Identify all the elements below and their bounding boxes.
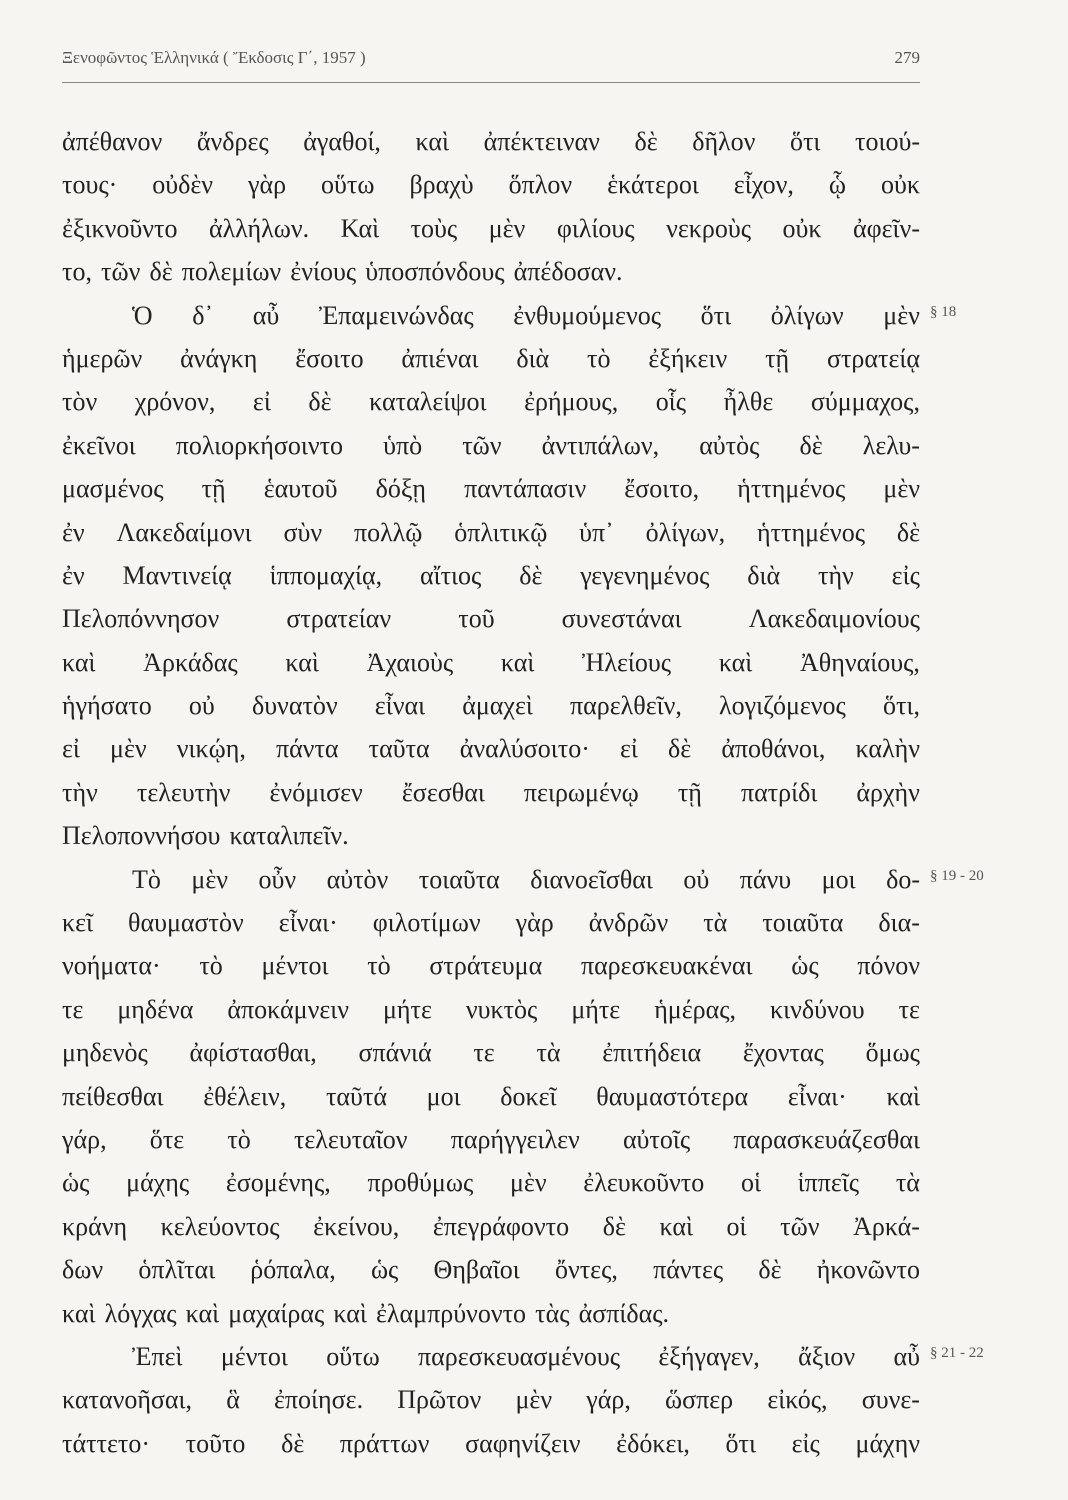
word: πειρωμένῳ (523, 777, 639, 807)
word: ἀποθάνοι, (721, 734, 826, 764)
word: κράνη (62, 1211, 128, 1241)
word: ἐλαμπρύνοντο (376, 1298, 527, 1328)
word: ἀνάγκη (180, 343, 258, 373)
word: οὖν (258, 864, 297, 894)
word: μήτε (571, 994, 621, 1024)
word: διανοεῖσθαι (530, 864, 653, 894)
word: τοιού- (855, 127, 920, 156)
word: διὰ (747, 560, 781, 590)
word: τὰ (536, 1038, 561, 1068)
word: Τὸ (132, 864, 161, 894)
word: κελεύοντος (160, 1211, 280, 1241)
text-line (62, 1335, 920, 1378)
word: δὲ (281, 1428, 305, 1458)
word: παρήγγειλεν (450, 1124, 580, 1154)
word: τῇ (201, 474, 226, 504)
text-line (62, 294, 920, 337)
running-header (62, 48, 920, 68)
word: τῇ (765, 343, 790, 373)
word: ὅτι (700, 300, 732, 330)
word: Ἐπαμεινώνδας (318, 300, 474, 330)
word: καὶ (333, 1298, 367, 1328)
word: μηδενὸς (62, 1038, 148, 1068)
word: ἐσομένης, (225, 1168, 331, 1198)
word: Ἀθηναίους, (800, 647, 920, 677)
word: θαυμαστὸν (128, 908, 244, 938)
word: ἀναλύσοιτο· (459, 734, 590, 764)
word: Ἠλείους (582, 647, 672, 677)
word: μὲν (509, 1168, 547, 1198)
word: δόξῃ (375, 474, 427, 504)
word: ἡγήσατο (62, 691, 152, 721)
word: δὲ (634, 127, 658, 156)
word: αὐτοῖς (622, 1124, 691, 1154)
word: γεγενημένος (580, 560, 710, 590)
word: δὲ (668, 734, 692, 764)
word: εἶναι· (787, 1081, 847, 1111)
word: ἐθέλειν, (203, 1081, 287, 1111)
word: τὸν (62, 387, 98, 417)
word: Λακεδαιμονίους (748, 604, 920, 634)
word: λογιζόμενος (719, 691, 846, 721)
word: παρεσκευακέναι (580, 951, 753, 981)
word: καὶ (415, 127, 450, 156)
word: ὀλίγων (770, 300, 844, 330)
word: τοιαῦτα (762, 908, 844, 938)
word: καὶ (659, 1211, 693, 1241)
word: μάχης (126, 1168, 190, 1198)
word: μὲν (191, 864, 228, 894)
word: πάνυ (739, 864, 792, 894)
header-rule (62, 82, 920, 83)
text-line (62, 1205, 920, 1248)
word: ἐξικνοῦντο (62, 213, 178, 243)
word: δὲ (519, 560, 543, 590)
word: σπάνιά (358, 1038, 432, 1068)
text-line (62, 163, 920, 206)
word: δων (62, 1255, 104, 1285)
word: παρελθεῖν, (570, 691, 682, 721)
word: ὑπ᾽ (579, 517, 614, 547)
text-line (62, 597, 920, 640)
word: τε (898, 994, 920, 1024)
word: καταλιπεῖν. (229, 821, 349, 851)
word: ὄντες, (554, 1255, 618, 1285)
word: ἐπεγράφοντο (432, 1211, 570, 1241)
word: δοκεῖ (500, 1081, 557, 1111)
word: τε (62, 994, 84, 1024)
word: ἐλευκοῦντο (583, 1168, 705, 1198)
word: τῶν (780, 1211, 820, 1241)
word: ἑαυτοῦ (263, 474, 338, 504)
word: ἀρχὴν (856, 777, 920, 807)
word: ἀπέδοσαν. (513, 257, 623, 287)
word: τελευταῖον (293, 1124, 408, 1154)
word: Ἀχαιοὺς (366, 647, 454, 677)
word: μασμένος (62, 474, 164, 504)
word: νυκτὸς (465, 994, 538, 1024)
word: ἔχοντας (742, 1038, 824, 1068)
word: μαχαίρας (228, 1298, 325, 1328)
word: τὰ (895, 1168, 920, 1198)
word: οὐκ (880, 170, 920, 200)
word: τὸ (587, 343, 611, 373)
word: ἔσοιτο (295, 343, 364, 373)
word: μήτε (382, 994, 432, 1024)
word: ἡττημένος (737, 474, 846, 504)
word: νικῴη, (176, 734, 246, 764)
word: το, (62, 257, 92, 287)
section-marker: § 18 (930, 303, 957, 320)
text-line (62, 1075, 920, 1118)
word: αὖ (252, 300, 280, 330)
word: ἀφίστασθαι, (189, 1038, 317, 1068)
word: εἰς (791, 1428, 820, 1458)
word: τὴν (818, 560, 854, 590)
word: Πελοπόννησον (62, 604, 220, 634)
word: τὸ (199, 951, 223, 981)
word: ἀνδρῶν (588, 908, 669, 938)
word: καλὴν (855, 734, 920, 764)
word: πόνον (857, 951, 920, 981)
word: καὶ (62, 647, 96, 677)
word: ἐξήκειν (648, 343, 728, 373)
word: ἑκάτεροι (607, 170, 699, 200)
word: λόγχας (104, 1298, 177, 1328)
word: μηδένα (117, 994, 194, 1024)
word: μὲν (883, 474, 920, 504)
word: διὰ (516, 343, 550, 373)
word: ταῦτα (368, 734, 430, 764)
word: τοῦ (458, 604, 495, 634)
word: ἱππεῖς (797, 1168, 860, 1198)
word: ἦλθε (723, 387, 774, 417)
word: τάττετο· (62, 1428, 150, 1458)
text-line (62, 1422, 920, 1465)
word: ἀσπίδας. (578, 1298, 670, 1328)
word: τῇ (677, 777, 702, 807)
section-marker: § 21 - 22 (930, 1345, 984, 1362)
word: εἰ (62, 734, 80, 764)
word: ἡττημένος (756, 517, 865, 547)
word: γὰρ (248, 170, 287, 200)
text-line (62, 641, 920, 684)
word: οἷς (655, 387, 687, 417)
word: τὰ (703, 908, 728, 938)
word: ὑποσπόνδους (365, 257, 505, 287)
word: καταλείψοι (369, 387, 487, 417)
word: στρατείᾳ (826, 343, 920, 373)
word: τε (473, 1038, 495, 1068)
word: γάρ, (586, 1385, 631, 1415)
word: αἴτιος (419, 560, 482, 590)
word: ἐκείνου, (313, 1211, 400, 1241)
word: οὐδὲν (152, 170, 214, 200)
word: τοιαῦτα (418, 864, 500, 894)
word: ὅτι (789, 127, 821, 156)
word: αὖ (893, 1341, 920, 1371)
word: πάντες (653, 1255, 724, 1285)
word: ὅπλον (508, 170, 573, 200)
word: δυνατὸν (251, 691, 338, 721)
word: μὲν (110, 734, 147, 764)
word: προθύμως (367, 1168, 474, 1198)
text-line (62, 1161, 920, 1204)
word: Πελοποννήσου (62, 821, 221, 851)
word: σὺν (283, 517, 323, 547)
text-line (62, 858, 920, 901)
word: χρόνον, (134, 387, 216, 417)
word: τους· (62, 170, 118, 200)
text-line (62, 1378, 920, 1421)
word: κατανοῆσαι, (62, 1385, 193, 1415)
word: ὀλίγων, (645, 517, 726, 547)
text-line (62, 771, 920, 814)
word: Πρῶτον (397, 1385, 482, 1415)
text-line (62, 467, 920, 510)
word: οὐ (188, 691, 215, 721)
word: εἶναι· (278, 908, 338, 938)
text-line (62, 380, 920, 423)
word: στρατείαν (286, 604, 392, 634)
text-line (62, 120, 920, 163)
word: εἰ (620, 734, 638, 764)
word: ἔσοιτο, (624, 474, 700, 504)
word: οἱ (726, 1211, 747, 1241)
word: δὲ (149, 257, 173, 287)
word: Ἀρκάδας (143, 647, 238, 677)
word: μέντοι (220, 1341, 288, 1371)
text-line (62, 727, 920, 770)
word: δὲ (758, 1255, 782, 1285)
word: δ᾽ (192, 300, 214, 330)
word: ἐποίησε. (274, 1385, 364, 1415)
word: πατρίδι (740, 777, 818, 807)
running-header-title: Ξενοφῶντος Ἑλληνικά ( Ἔκδοσις Γ΄, 1957 ) (62, 48, 366, 67)
word: ἠκονῶντο (816, 1255, 920, 1285)
text-line (62, 1248, 920, 1291)
word: δο- (886, 864, 920, 894)
word: ἀπιέναι (401, 343, 479, 373)
text-line (62, 1118, 920, 1161)
word: πάντα (275, 734, 339, 764)
word: καὶ (185, 1298, 220, 1328)
word: ῥόπαλα, (250, 1255, 336, 1285)
word: δὲ (896, 517, 920, 547)
word: ἐρήμους, (524, 387, 619, 417)
word: οὐκ (782, 213, 822, 243)
word: πολλῷ (353, 517, 423, 547)
word: Λακεδαίμονι (116, 517, 252, 547)
word: συνε- (861, 1385, 920, 1415)
word: πολεμίων (181, 257, 282, 287)
word: ὡς (791, 951, 819, 981)
word: ἀμαχεὶ (462, 691, 533, 721)
word: γάρ, (62, 1124, 107, 1154)
word: ὡς (62, 1168, 90, 1198)
word: Μαντινείᾳ (122, 560, 232, 590)
word: μοι (821, 864, 856, 894)
word: ὁπλῖται (138, 1255, 216, 1285)
word: ἀλλήλων. (208, 213, 310, 243)
word: οὕτω (321, 170, 375, 200)
word: σαφηνίζειν (465, 1428, 581, 1458)
word: Ἐπεὶ (132, 1341, 183, 1371)
word: δὲ (799, 430, 823, 460)
word: οὐ (683, 864, 710, 894)
text-line (62, 944, 920, 987)
text-line (62, 554, 920, 597)
word: ἡμέρας, (654, 994, 737, 1024)
word: ἀντιπάλων, (541, 430, 660, 460)
text-line (62, 901, 920, 944)
word: ἀποκάμνειν (227, 994, 350, 1024)
word: ἐνόμισεν (269, 777, 363, 807)
word: δῆλον (692, 127, 756, 156)
word: ἐκεῖνοι (62, 430, 136, 460)
word: ᾧ (828, 170, 847, 200)
word: ἀγαθοί, (303, 127, 381, 156)
word: πείθεσθαι (62, 1081, 164, 1111)
word: ἀπέκτειναν (483, 127, 600, 156)
word: ἃ (226, 1385, 240, 1415)
word: τὸ (227, 1124, 251, 1154)
word: ἡμερῶν (62, 343, 143, 373)
word: εἰς (891, 560, 920, 590)
word: μὲν (883, 300, 920, 330)
word: εἰκός, (767, 1385, 828, 1415)
text-line (62, 207, 920, 250)
word: νεκροὺς (666, 213, 752, 243)
word: ὅτε (149, 1124, 185, 1154)
word: παντάπασιν (464, 474, 587, 504)
word: παρασκευάζεσθαι (733, 1124, 920, 1154)
section-marker: § 19 - 20 (930, 867, 984, 884)
word: καὶ (886, 1081, 920, 1111)
word: Καὶ (340, 213, 380, 243)
word: αὐτὸν (326, 864, 389, 894)
word: Θηβαῖοι (433, 1255, 520, 1285)
word: κινδύνου (770, 994, 865, 1024)
word: ἐνίους (290, 257, 357, 287)
word: ἄξιον (798, 1341, 856, 1371)
word: μέντοι (261, 951, 329, 981)
text-line (62, 511, 920, 554)
word: ὡς (370, 1255, 399, 1285)
word: καὶ (62, 1298, 96, 1328)
word: ἐν (62, 560, 85, 590)
word: φιλοτίμων (372, 908, 481, 938)
word: μάχην (855, 1428, 920, 1458)
text-line (62, 250, 920, 293)
word: τὴν (62, 777, 98, 807)
word: μοι (426, 1081, 461, 1111)
word: εἶναι (374, 691, 426, 721)
word: βραχὺ (409, 170, 474, 200)
word: μὲν (488, 213, 526, 243)
word: τοῦτο (185, 1428, 246, 1458)
word: τῶν (101, 257, 141, 287)
text-line (62, 1031, 920, 1074)
word: πολιορκήσοιντο (175, 430, 344, 460)
word: αὐτὸς (699, 430, 760, 460)
word: δὲ (602, 1211, 626, 1241)
word: γὰρ (515, 908, 554, 938)
word: μὲν (515, 1385, 553, 1415)
word: δὲ (308, 387, 332, 417)
word: ὅτι (725, 1428, 756, 1458)
word: καὶ (500, 647, 535, 677)
word: ἄνδρες (196, 127, 269, 156)
word: εἰ (252, 387, 271, 417)
word: Ὁ (132, 300, 153, 330)
word: συνεστάναι (561, 604, 682, 634)
word: θαυμαστότερα (596, 1081, 749, 1111)
word: ἱππομαχίᾳ, (269, 560, 383, 590)
word: ἔσεσθαι (401, 777, 485, 807)
word: φιλίους (556, 213, 635, 243)
word: εἶχον, (733, 170, 794, 200)
word: ὅτι, (883, 691, 920, 721)
word: δια- (878, 908, 920, 938)
word: Ἀρκά- (853, 1211, 920, 1241)
text-line (62, 1292, 920, 1335)
word: τὰς (535, 1298, 570, 1328)
word: τὸ (367, 951, 391, 981)
word: λελυ- (862, 430, 920, 460)
text-line (62, 988, 920, 1031)
word: τῶν (462, 430, 502, 460)
word: οἱ (740, 1168, 761, 1198)
text-line (62, 337, 920, 380)
word: κεῖ (62, 908, 94, 938)
word: ἐπιτήδεια (602, 1038, 702, 1068)
word: ἐνθυμούμενος (513, 300, 662, 330)
page-number: 279 (894, 48, 920, 67)
text-line (62, 684, 920, 727)
word: ὁπλιτικῷ (454, 517, 548, 547)
word: καὶ (285, 647, 319, 677)
word: πράττων (339, 1428, 430, 1458)
word: ταῦτά (325, 1081, 387, 1111)
word: ἐν (62, 517, 85, 547)
text-line (62, 814, 920, 857)
word: τελευτὴν (136, 777, 231, 807)
word: οὕτω (326, 1341, 380, 1371)
word: ἐδόκει, (616, 1428, 690, 1458)
word: ἀπέθανον (62, 127, 163, 156)
word: παρεσκευασμένους (418, 1341, 621, 1371)
word: νοήματα· (62, 951, 161, 981)
text-line (62, 424, 920, 467)
word: στράτευμα (429, 951, 543, 981)
word: καὶ (718, 647, 753, 677)
word: ὅμως (865, 1038, 920, 1068)
word: ὥσπερ (665, 1385, 734, 1415)
word: ὑπὸ (383, 430, 423, 460)
word: τοὺς (410, 213, 458, 243)
word: ἀφεῖν- (853, 213, 920, 243)
body-text (62, 120, 920, 1465)
word: σύμμαχος, (810, 387, 920, 417)
word: ἐξήγαγεν, (658, 1341, 760, 1371)
